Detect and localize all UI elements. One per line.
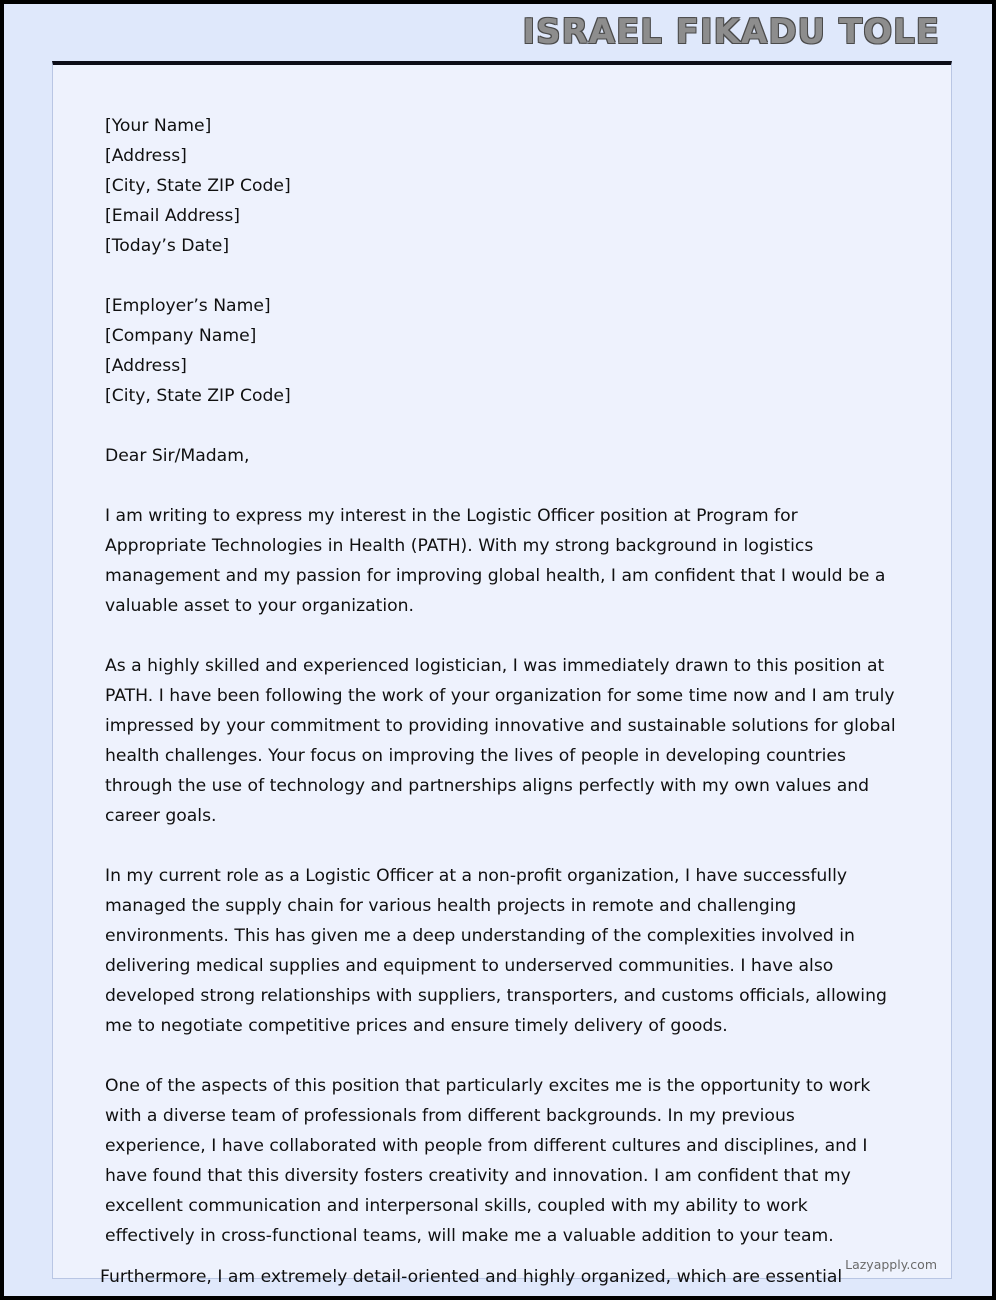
sender-line: [Today’s Date] (105, 236, 230, 256)
candidate-name-title: ISRAEL FIKADU TOLE (522, 12, 940, 52)
salutation: Dear Sir/Madam, (105, 446, 250, 466)
letter-paragraph: One of the aspects of this position that particularly excites me is the opportunity to work with a diverse team of professionals from different backgrounds. In my previous experience, I have collaborated with people from different cultures and disciplines, and I have found that this diversity fosters creativity and innovation. I am confident that my excellent communication and interpersonal skills, coupled with my ability to work effectively in cross-functional teams, will make me a valuable addition to your team. (105, 1076, 871, 1246)
next-page-preview-line: Furthermore, I am extremely detail-oriented and highly organized, which are essential (100, 1267, 843, 1287)
sender-address-block (105, 111, 899, 261)
recipient-line: [Company Name] (105, 326, 257, 346)
document-header (8, 8, 988, 56)
sender-line: [City, State ZIP Code] (105, 176, 291, 196)
sender-line: [Address] (105, 146, 187, 166)
spacer (105, 411, 899, 441)
recipient-address-block (105, 291, 899, 411)
spacer (105, 261, 899, 291)
recipient-line: [City, State ZIP Code] (105, 386, 291, 406)
recipient-line: [Address] (105, 356, 187, 376)
sender-line: [Your Name] (105, 116, 212, 136)
letter-paragraph: In my current role as a Logistic Officer at a non-profit organization, I have successfully managed the supply chain for various health projects in remote and challenging environments. This has given me a deep understanding of the complexities involved in delivering medical supplies and equipment to underserved communities. I have also developed strong relationships with suppliers, transporters, and customs officials, allowing me to negotiate competitive prices and ensure timely delivery of goods. (105, 866, 887, 1036)
sender-line: [Email Address] (105, 206, 241, 226)
recipient-line: [Employer’s Name] (105, 296, 271, 316)
letter-paragraph: As a highly skilled and experienced logistician, I was immediately drawn to this position at PATH. I have been following the work of your organization for some time now and I am truly impressed by your commitment to providing innovative and sustainable solutions for global health challenges. Your focus on improving the lives of people in developing countries through the use of technology and partnerships aligns perfectly with my own values and career goals. (105, 656, 896, 826)
cover-letter-body (53, 65, 951, 1251)
letter-paragraph: I am writing to express my interest in the Logistic Officer position at Program for Appropriate Technologies in Health (PATH). With my strong background in logistics management and my passion for improving global health, I am confident that I would be a valuable asset to your organization. (105, 506, 886, 616)
watermark-credit: Lazyapply.com (845, 1257, 937, 1272)
cover-letter-sheet (52, 61, 952, 1279)
